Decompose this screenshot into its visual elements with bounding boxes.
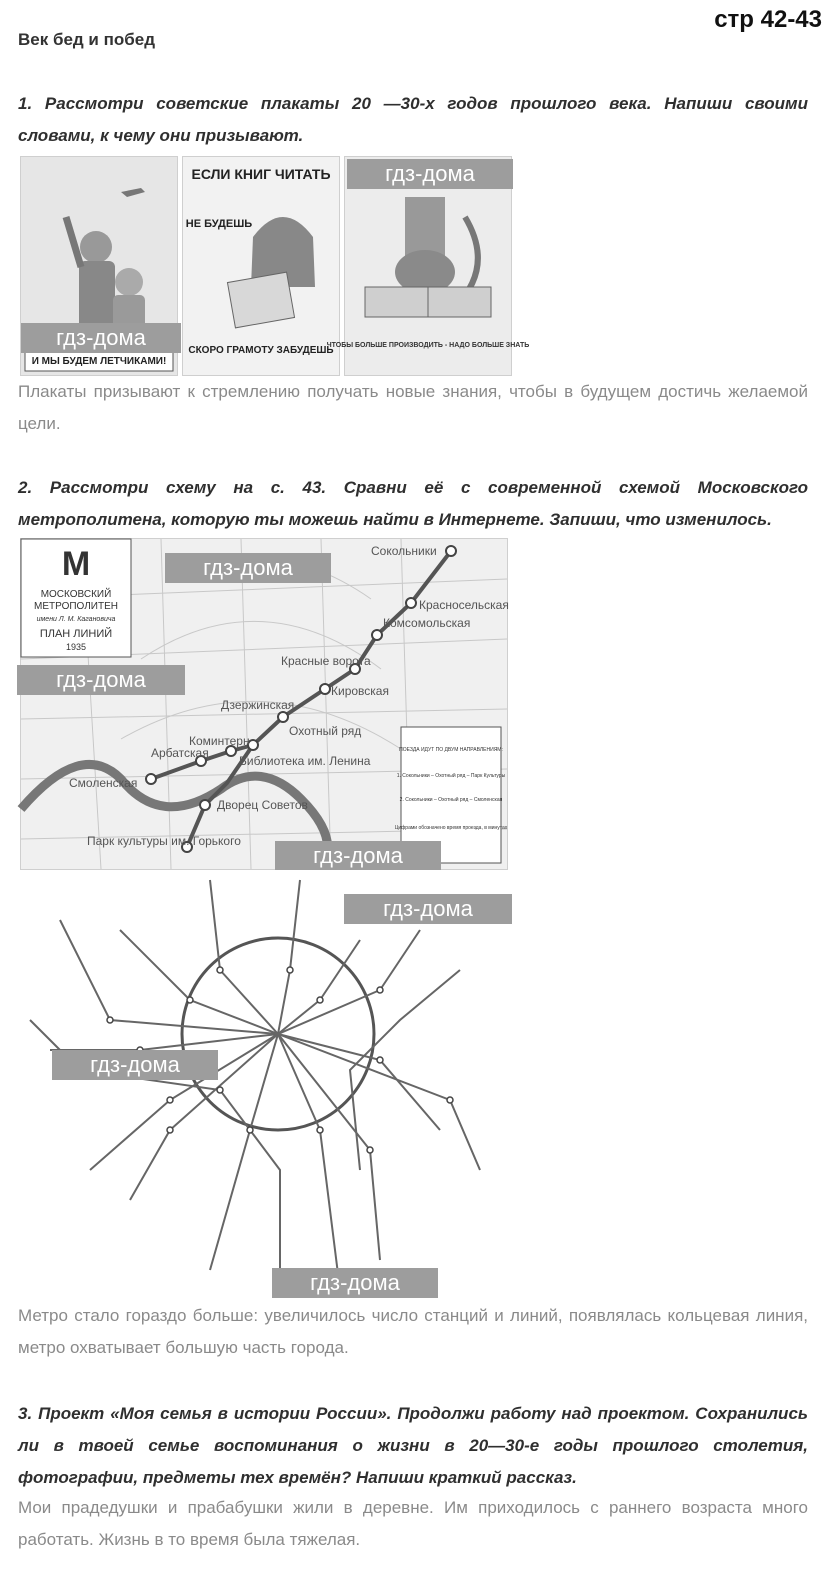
station-label: Парк культуры им. Горького	[87, 834, 241, 848]
answer-1: Плакаты призывают к стремлению получать новые знания, чтобы в будущем достичь желаемой цели.	[18, 382, 808, 433]
legend-title: ПОЕЗДА ИДУТ ПО ДВУМ НАПРАВЛЕНИЯМ:	[399, 747, 503, 753]
legend-line-1: 1. Сокольники – Охотный ряд – Парк Культуры	[396, 773, 506, 779]
page-number: стр 42-43	[714, 6, 822, 33]
map-title-line3: имени Л. М. Кагановича	[36, 616, 116, 623]
metro-map-modern-drawing	[20, 870, 510, 1296]
station-label: Дзержинская	[221, 698, 295, 712]
station-label: Библиотека им. Ленина	[239, 754, 371, 768]
poster-knowledge	[326, 156, 530, 376]
poster-books-top: ЕСЛИ КНИГ ЧИТАТЬ	[191, 166, 331, 182]
map-title-line4: ПЛАН ЛИНИЙ	[39, 628, 113, 640]
poster-books	[182, 156, 340, 376]
watermark: гдз-дома	[344, 894, 512, 924]
map-title-line2: МЕТРОПОЛИТЕН	[34, 601, 118, 612]
watermark: гдз-дома	[272, 1268, 438, 1298]
watermark: гдз-дома	[275, 841, 441, 871]
metro-map-1935-drawing	[21, 539, 507, 869]
legend-line-2: 2. Сокольники – Охотный ряд – Смоленская	[399, 797, 503, 803]
legend-note: Цифрами обозначено время проезда, в минутах	[394, 825, 508, 831]
poster-books-mid: НЕ БУДЕШЬ	[185, 218, 253, 230]
watermark: гдз-дома	[347, 159, 513, 189]
poster-knowledge-caption: ЧТОБЫ БОЛЬШЕ ПРОИЗВОДИТЬ - НАДО БОЛЬШЕ ЗНАТЬ	[326, 342, 530, 349]
station-label: Смоленская	[69, 776, 138, 790]
poster-knowledge-illustration	[326, 157, 530, 375]
station-label: Сокольники	[371, 544, 437, 558]
metro-map-modern	[20, 870, 510, 1296]
watermark: гдз-дома	[21, 323, 181, 353]
answer-2: Метро стало гораздо больше: увеличилось число станций и линий, появлялась кольцевая линия, метро охватывает большую часть города.	[18, 1306, 808, 1357]
station-label: Дворец Советов	[217, 798, 308, 812]
poster-pilots	[20, 156, 178, 376]
station-label: Красносельская	[419, 598, 509, 612]
subject-title: Век бед и побед	[18, 30, 156, 49]
question-2: 2. Рассмотри схему на с. 43. Сравни её с современной схемой Московского метрополитена, которую ты можешь найти в Интернете. Запиши, что изменилось.	[18, 478, 808, 529]
metro-logo: М	[61, 545, 91, 583]
station-label: Комсомольская	[383, 616, 471, 630]
question-3: 3. Проект «Моя семья в истории России». Продолжи работу над проектом. Сохранились ли в твоей семье воспоминания о жизни в 20—30-е годы прошлого столетия, фотографии, предметы тех времён? Напиши краткий рассказ.	[18, 1404, 808, 1487]
map-title-line1: МОСКОВСКИЙ	[40, 589, 112, 600]
station-label: Арбатская	[151, 746, 209, 760]
station-label: Коминтерн	[189, 734, 250, 748]
poster-books-illustration	[183, 157, 339, 375]
answer-3: Мои прадедушки и прабабушки жили в деревне. Им приходилось с раннего возраста много работать. Жизнь в то время была тяжелая.	[18, 1498, 808, 1549]
station-label: Кировская	[331, 684, 389, 698]
map-year: 1935	[65, 642, 87, 652]
watermark: гдз-дома	[17, 665, 185, 695]
station-label: Охотный ряд	[289, 724, 362, 738]
question-1: 1. Рассмотри советские плакаты 20 —30-х годов прошлого века. Напиши своими словами, к чему они призывают.	[18, 94, 808, 145]
poster-books-bottom: СКОРО ГРАМОТУ ЗАБУДЕШЬ	[188, 345, 334, 356]
watermark: гдз-дома	[165, 553, 331, 583]
poster-pilots-caption: И МЫ БУДЕМ ЛЕТЧИКАМИ!	[31, 356, 167, 367]
watermark: гдз-дома	[52, 1050, 218, 1080]
metro-map-1935	[20, 538, 508, 870]
station-label: Красные ворота	[281, 654, 371, 668]
